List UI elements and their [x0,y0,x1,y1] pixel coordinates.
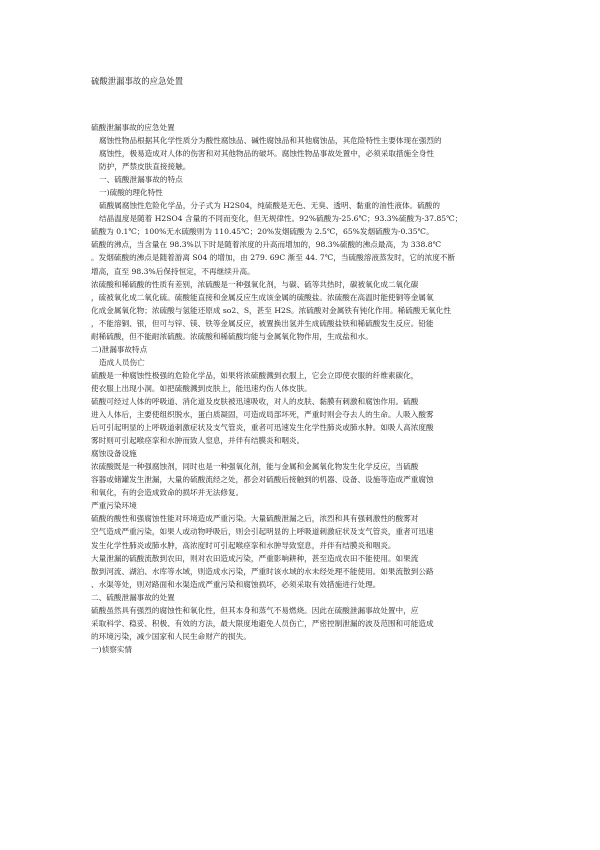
body-line: 硫酸的酸性和强腐蚀性能对环境造成严重污染。大量硫酸泄漏之后，浓烈和具有强刺激性的酸雾对 [91,514,419,524]
body-line: 硫酸为 0.1℃；100%无水硫酸则为 110.45℃；20%发烟硫酸为 2.5℃，65%发烟硫酸为-0.35℃。 [91,227,434,237]
body-line: 结晶温度是随着 H2SO4 含量的不同而变化，但无规律性。92%硫酸为-25.6℃；93.3%硫酸为-37.85℃； [99,214,463,224]
body-line: 一)硫酸的理化特性 [99,188,163,198]
body-line: 腐蚀设备设施 [91,449,137,459]
body-line: 二、硫酸泄漏事故的处置 [91,592,175,602]
body-line: 进入人体后，主要使组织脱水，蛋白质凝固，可造成局部坏死，严重时则会夺去人的生命。人吸入酸雾 [91,410,434,420]
body-line: 耐稀硫酸，但不能耐浓硫酸。浓硫酸和稀硫酸均能与金属氧化物作用，生成盐和水。 [91,331,373,341]
body-line: 。发烟硫酸的沸点是随着游离 S04 的增加，由 279. 69C 渐至 44. 7℃，当硫酸溶液蒸发时，它的浓度不断 [91,253,456,263]
body-line: 硫酸泄漏事故的应急处置 [91,123,175,132]
body-line: 硫酸可经过人体的呼吸道、消化道及皮肤被迅速吸收，对人的皮肤、黏膜有刺激和腐蚀作用。硫酸 [91,396,419,406]
body-line: 严重污染环境 [91,501,137,511]
body-line: 后可引起明显的上呼吸道刺激症状及支气管炎，重者可迅速发生化学性肺炎或肺水肿。如吸人高浓度酸 [91,423,434,433]
body-line: 发生化学性肺炎或肺水肿，高浓度时可引起喉痉挛和水肿导致窒息，并伴有结膜炎和咽炎。 [91,540,396,550]
body-line: ，不能溶铜、银，但可与锌、镁、铁等金属反应，被置换出氢并生成硫酸盐铁和稀硫酸发生反应。铅能 [91,318,434,328]
body-line: 一、硫酸泄漏事故的特点 [99,175,183,185]
body-line: 散到河流、湖泊、水库等水域，则造成水污染，严重时该水域的水未经处理不能使用。如果流散到公路 [91,566,434,576]
body-line: 大量泄漏的硫酸流散到农田，则对农田造成污染，严重影响耕种，甚至造成农田不能使用。如果流 [91,553,419,563]
body-line: 浓硫酸既是一种强腐蚀剂，同时也是一种强氧化剂，能与金属和金属氧化物发生化学反应，当硫酸 [91,462,419,472]
body-line: 浓硫酸和稀硫酸的性质有差别，浓硫酸是一种强氧化剂，与碳、硫等共热时，碳被氧化成二氧化碳 [91,279,419,289]
body-line: 硫酸虽然具有强烈的腐蚀性和氧化性，但其本身和蒸气不易燃烧。因此在硫酸泄漏事故处置中，应 [91,605,419,615]
body-line: 、水渠等处，则对路面和水渠造成严重污染和腐蚀损坏，必须采取有效措施进行处理。 [91,579,381,589]
body-line: 的环境污染，减少国家和人民生命财产的损失。 [91,631,251,641]
body-line: ，硫被氧化成二氧化硫。硫酸能直接和金属反应生成该金属的硫酸盐。浓硫酸在高温时能使铜等金属氧 [91,292,434,302]
body-line: 雾时则可引起喉痉挛和水肿而致人窒息，并伴有结膜炎和咽炎。 [91,436,305,446]
document-title: 硫酸泄漏事故的应急处置 [91,76,184,86]
body-line: 采取科学、稳妥、积极、有效的方法，最大限度地避免人员伤亡，严密控制泄漏的波及范围和可能造成 [91,618,434,628]
body-line: 增高，直至 98.3%后保持恒定，不再继续升高。 [91,266,255,276]
body-line: 腐蚀性，极易造成对人体的伤害和对其他物品的破坏。腐蚀性物品事故处置中，必须采取措施全身性 [99,149,434,159]
body-line: 硫酸是一种腐蚀性极强的危险化学品，如果将浓硫酸溅到衣服上，它会立即使衣服的纤维素碳化， [91,370,419,380]
body-line: 腐蚀性物品根据其化学性质分为酸性腐蚀品、碱性腐蚀品和其他腐蚀品，其危险特性主要体现在强烈的 [99,136,442,146]
body-line: 造成人员伤亡 [99,357,145,367]
body-line: 化成金属氧化物；浓硫酸与氢能还原成 so2、S，甚至 H2S。浓硫酸对金属铁有钝化作用。稀硫酸无氧化性 [91,305,451,315]
document-body [91,121,531,656]
body-line: 空气造成严重污染，如果人或动物呼吸后，则会引起明显的上呼吸道刺激症状及支气管炎，重者可迅速 [91,527,434,537]
body-line: 使衣服上出现小洞。如把硫酸溅到皮肤上，能迅速灼伤人体皮肤。 [91,383,312,393]
body-line: 和氧化，有的会造成致命的损坏并无法修复。 [91,488,244,498]
body-line: 硫酸的沸点，当含量在 98.3%以下时是随着浓度的升高而增加的，98.3%硫酸的沸点最高，为 338.8℃ [91,240,442,250]
body-line: 防护，严禁皮肤直接接触。 [99,162,191,172]
body-line: 一)侦察实情 [91,644,133,654]
body-line: 硫酸属腐蚀性危险化学品，分子式为 H2S04，纯硫酸是无色、无臭、透明、黏重的油性液体。硫酸的 [99,201,441,211]
body-line: 二)泄漏事故特点 [91,344,148,354]
body-line: 容器或储罐发生泄漏，大量的硫酸流经之处，都会对硫酸后接触到的机器、设备、设施等造成严重腐蚀 [91,475,434,485]
